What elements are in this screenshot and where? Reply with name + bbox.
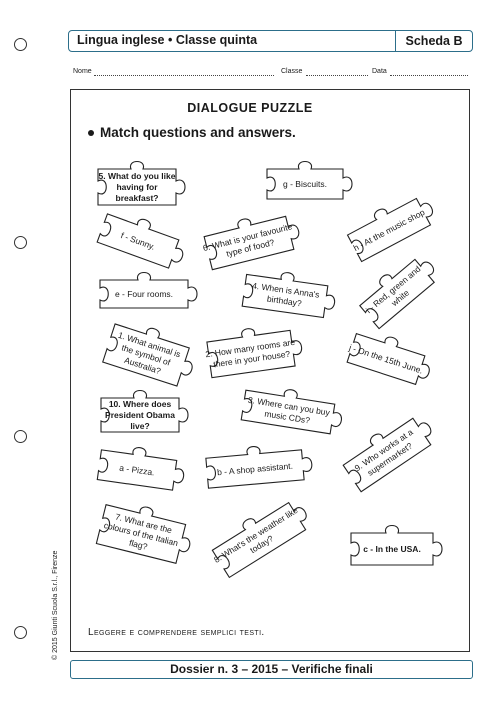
footer-objective: Leggere e comprendere semplici testi.	[88, 627, 265, 638]
binder-hole	[14, 626, 27, 639]
puzzle-piece-g[interactable]	[263, 165, 347, 203]
instruction	[88, 125, 296, 140]
instruction-text: Match questions and answers.	[100, 125, 296, 140]
puzzle-piece-text: a - Pizza.	[118, 462, 156, 477]
binder-hole	[14, 38, 27, 51]
bullet-icon	[88, 130, 94, 136]
puzzle-piece-text: i - Red, green and white	[363, 263, 423, 316]
puzzle-piece-text: f - Sunny.	[119, 229, 157, 252]
puzzle-piece-text: 9. Who works at a supermarket?	[352, 426, 415, 478]
puzzle-piece-text: 2. How many rooms are there in your house?	[204, 336, 296, 370]
puzzle-piece-e[interactable]	[96, 276, 192, 312]
bottom-bar: Dossier n. 3 – 2015 – Verifiche finali	[70, 660, 473, 679]
puzzle-piece-text: 8. What's the weather like today?	[212, 504, 300, 565]
puzzle-piece-text: e - Four rooms.	[114, 288, 174, 299]
puzzle-piece-q10[interactable]	[97, 394, 183, 436]
puzzle-piece-text: 3. Where can you buy music CDs?	[247, 394, 331, 426]
binder-hole	[14, 430, 27, 443]
classe-field[interactable]	[306, 75, 368, 76]
binder-hole	[14, 236, 27, 249]
data-label: Data	[372, 68, 387, 75]
puzzle-piece-c[interactable]	[347, 529, 437, 569]
puzzle-piece-text: c - In the USA.	[363, 543, 421, 554]
copyright: © 2015 Giunti Scuola S.r.l., Firenze	[52, 550, 59, 660]
puzzle-piece-text: 6. What is your favourite type of food?	[201, 221, 294, 259]
classe-label: Classe	[281, 68, 303, 75]
puzzle-piece-text: 7. What are the colours of the Italian flag?	[102, 510, 180, 552]
puzzle-piece-text: 10. Where does President Obama live?	[105, 398, 175, 431]
scheda-label: Scheda B	[395, 31, 472, 51]
puzzle-piece-q5[interactable]	[94, 165, 180, 209]
page-title: DIALOGUE PUZZLE	[187, 101, 313, 115]
puzzle-piece-text: j - On the 15th June.	[347, 341, 425, 376]
puzzle-piece-text: h - At the music shop	[351, 206, 427, 253]
header-bar	[68, 30, 473, 52]
puzzle-piece-text: 5. What do you like having for breakfast?	[98, 170, 176, 203]
header-title: Lingua inglese • Classe quinta	[77, 33, 258, 47]
puzzle-piece-text: b - A shop assistant.	[216, 460, 294, 477]
puzzle-piece-text: 4. When is Anna's birthday?	[251, 280, 321, 309]
nome-label: Nome	[73, 68, 92, 75]
nome-field[interactable]	[94, 75, 274, 76]
data-field[interactable]	[390, 75, 468, 76]
puzzle-piece-text: 1. What animal is the symbol of Australia?	[116, 329, 183, 376]
puzzle-piece-text: g - Biscuits.	[283, 178, 327, 189]
